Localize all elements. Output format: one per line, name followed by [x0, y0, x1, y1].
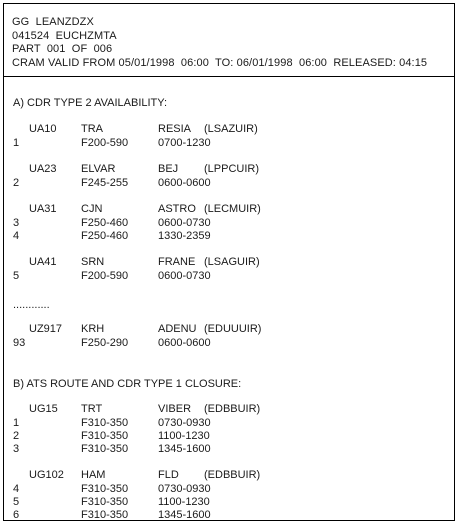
flight-level-band: F310-350	[81, 483, 129, 495]
flight-level-band: F310-350	[81, 509, 129, 521]
row-number: 2	[13, 177, 20, 189]
row-number: 93	[13, 337, 26, 349]
ellipsis: ............	[13, 299, 50, 311]
route-from-point: TRT	[81, 403, 103, 415]
route-from-point: CJN	[81, 203, 103, 215]
route-to-point: BEJ	[158, 163, 179, 175]
route-airspace-unit: (LPPCUIR)	[204, 163, 260, 175]
route-from-point: TRA	[81, 123, 103, 135]
flight-level-band: F250-460	[81, 217, 129, 229]
row-number: 1	[13, 137, 20, 149]
header-validity-line: CRAM VALID FROM 05/01/1998 06:00 TO: 06/01/1998 06:00 RELEASED: 04:15	[12, 56, 428, 69]
time-window: 0730-0930	[158, 417, 211, 429]
route-to-point: FRANE	[158, 256, 196, 268]
time-window: 0600-0730	[158, 270, 211, 282]
time-window: 1330-2359	[158, 230, 211, 242]
time-window: 0700-1230	[158, 137, 211, 149]
time-window: 0600-0600	[158, 337, 211, 349]
route-to-point: ASTRO	[158, 203, 196, 215]
time-window: 0600-0600	[158, 177, 211, 189]
row-number: 1	[13, 417, 20, 429]
row-number: 4	[13, 230, 20, 242]
time-window: 1100-1230	[158, 430, 210, 442]
route-airspace-unit: (LSAZUIR)	[204, 123, 258, 135]
route-from-point: HAM	[81, 469, 106, 481]
row-number: 5	[13, 496, 20, 508]
flight-level-band: F200-590	[81, 137, 129, 149]
route-id: UG102	[29, 469, 64, 481]
flight-level-band: F245-255	[81, 177, 129, 189]
route-from-point: KRH	[81, 323, 105, 335]
flight-level-band: F250-460	[81, 230, 129, 242]
time-window: 0600-0730	[158, 217, 211, 229]
route-id: UA41	[29, 256, 57, 268]
time-window: 1100-1230	[158, 496, 210, 508]
header-origin-line: 041524 EUCHZMTA	[12, 29, 117, 42]
section-a-title: A) CDR TYPE 2 AVAILABILITY:	[13, 97, 168, 109]
route-id: UZ917	[29, 323, 63, 335]
header-address-line: GG LEANZDZX	[12, 16, 94, 28]
flight-level-band: F250-290	[81, 337, 129, 349]
row-number: 4	[13, 483, 20, 495]
route-from-point: SRN	[81, 256, 105, 268]
route-airspace-unit: (LSAGUIR)	[204, 256, 260, 268]
row-number: 3	[13, 217, 20, 229]
header-part-line: PART 001 OF 006	[12, 43, 113, 55]
route-airspace-unit: (EDBBUIR)	[204, 469, 261, 481]
route-to-point: RESIA	[158, 123, 192, 135]
flight-level-band: F310-350	[81, 430, 129, 442]
time-window: 1345-1600	[158, 509, 211, 521]
flight-level-band: F310-350	[81, 417, 129, 429]
row-number: 5	[13, 270, 20, 282]
time-window: 1345-1600	[158, 443, 211, 455]
route-to-point: ADENU	[158, 323, 197, 335]
row-number: 2	[13, 430, 20, 442]
row-number: 3	[13, 443, 20, 455]
route-airspace-unit: (LECMUIR)	[204, 203, 261, 215]
route-airspace-unit: (EDBBUIR)	[204, 403, 261, 415]
time-window: 0730-0930	[158, 483, 211, 495]
route-id: UA10	[29, 123, 57, 135]
section-b-title: B) ATS ROUTE AND CDR TYPE 1 CLOSURE:	[13, 378, 242, 390]
notam-document-frame	[3, 3, 455, 521]
row-number: 6	[13, 509, 20, 521]
route-to-point: VIBER	[158, 403, 192, 415]
route-from-point: ELVAR	[81, 163, 116, 175]
route-id: UA23	[29, 163, 57, 175]
flight-level-band: F310-350	[81, 496, 129, 508]
route-to-point: FLD	[158, 469, 179, 481]
message-header	[4, 4, 454, 77]
route-id: UG15	[29, 403, 58, 415]
flight-level-band: F310-350	[81, 443, 129, 455]
flight-level-band: F200-590	[81, 270, 129, 282]
route-airspace-unit: (EDUUUIR)	[204, 323, 262, 335]
route-id: UA31	[29, 203, 57, 215]
